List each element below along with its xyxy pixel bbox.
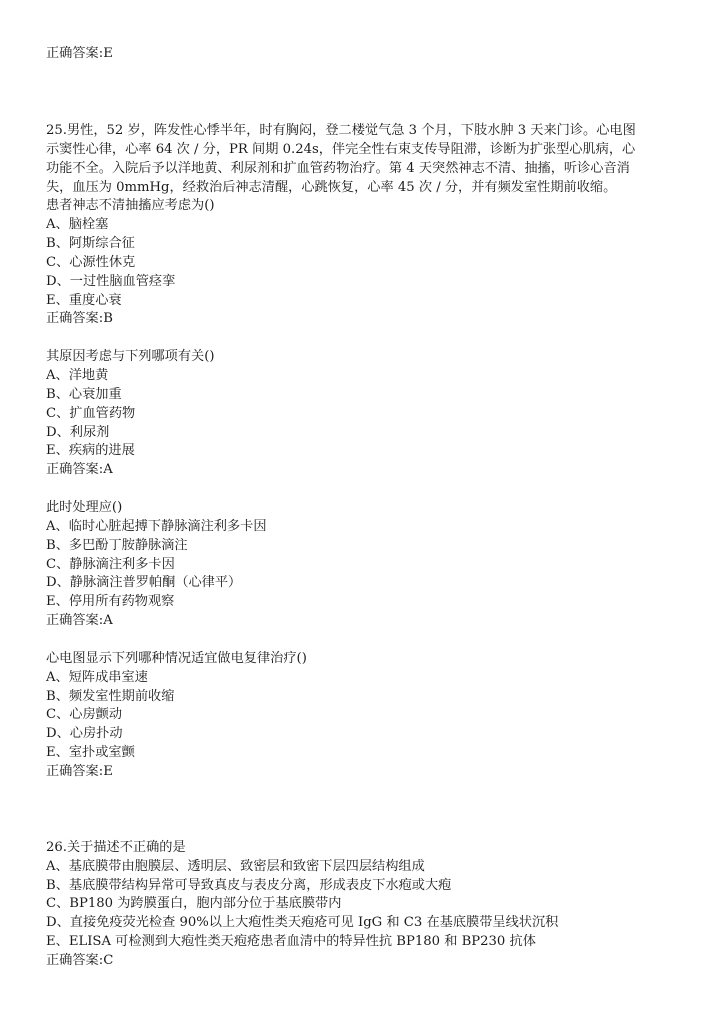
question-stem-line: 示窦性心律，心率 64 次 / 分，PR 间期 0.24s，伴完全性右束支传导阻滞，诊断为扩张型心肌病，心 — [46, 142, 636, 157]
sub-question: 患者神志不清抽搐应考虑为() — [46, 198, 215, 213]
option-c: C、BP180 为跨膜蛋白，胞内部分位于基底膜带内 — [46, 896, 342, 911]
option-a: A、基底膜带由胞膜层、透明层、致密层和致密下层四层结构组成 — [46, 859, 425, 874]
option-c: C、静脉滴注利多卡因 — [46, 557, 175, 572]
option-a: A、短阵成串室速 — [46, 670, 148, 685]
sub-question: 心电图显示下列哪种情况适宜做电复律治疗() — [46, 651, 307, 666]
answer-line: 正确答案:A — [46, 462, 113, 477]
option-d: D、一过性脑血管痉挛 — [46, 274, 176, 289]
question-stem-line: 失，血压为 0mmHg，经救治后神志清醒，心跳恢复，心率 45 次 / 分，并有频发室性期前收缩。 — [46, 180, 617, 195]
answer-line: 正确答案:E — [46, 46, 113, 61]
answer-line: 正确答案:E — [46, 764, 113, 779]
question-stem: 26.关于描述不正确的是 — [46, 840, 186, 855]
sub-question: 其原因考虑与下列哪项有关() — [46, 349, 215, 364]
question-stem-line: 功能不全。入院后予以洋地黄、利尿剂和扩血管药物治疗。第 4 天突然神志不清、抽搐，听诊心音消 — [46, 161, 630, 176]
option-a: A、脑栓塞 — [46, 217, 109, 232]
option-e: E、停用所有药物观察 — [46, 594, 175, 609]
option-c: C、心房颤动 — [46, 707, 123, 722]
option-d: D、直接免疫荧光检查 90%以上大疱性类天疱疮可见 IgG 和 C3 在基底膜带呈线状沉积 — [46, 915, 559, 930]
sub-question: 此时处理应() — [46, 500, 123, 515]
option-e: E、室扑或室颤 — [46, 745, 135, 760]
question-stem-line: 25.男性，52 岁，阵发性心悸半年，时有胸闷，登二楼觉气急 3 个月，下肢水肿 3 天来门诊。心电图 — [46, 123, 636, 138]
option-b: B、阿斯综合征 — [46, 236, 135, 251]
answer-line: 正确答案:C — [46, 953, 114, 968]
option-e: E、重度心衰 — [46, 293, 122, 308]
option-a: A、临时心脏起搏下静脉滴注利多卡因 — [46, 519, 267, 534]
option-c: C、扩血管药物 — [46, 406, 136, 421]
option-d: D、心房扑动 — [46, 726, 123, 741]
option-b: B、多巴酚丁胺静脉滴注 — [46, 538, 188, 553]
option-d: D、静脉滴注普罗帕酮（心律平） — [46, 575, 242, 590]
option-e: E、ELISA 可检测到大疱性类天疱疮患者血清中的特异性抗 BP180 和 BP230 抗体 — [46, 934, 536, 949]
answer-line: 正确答案:A — [46, 613, 113, 628]
option-e: E、疾病的进展 — [46, 443, 135, 458]
option-c: C、心源性休克 — [46, 255, 136, 270]
option-b: B、心衰加重 — [46, 387, 122, 402]
option-a: A、洋地黄 — [46, 368, 109, 383]
option-b: B、频发室性期前收缩 — [46, 689, 175, 704]
option-d: D、利尿剂 — [46, 425, 110, 440]
answer-line: 正确答案:B — [46, 311, 113, 326]
option-b: B、基底膜带结构异常可导致真皮与表皮分离，形成表皮下水疱或大疱 — [46, 878, 452, 893]
